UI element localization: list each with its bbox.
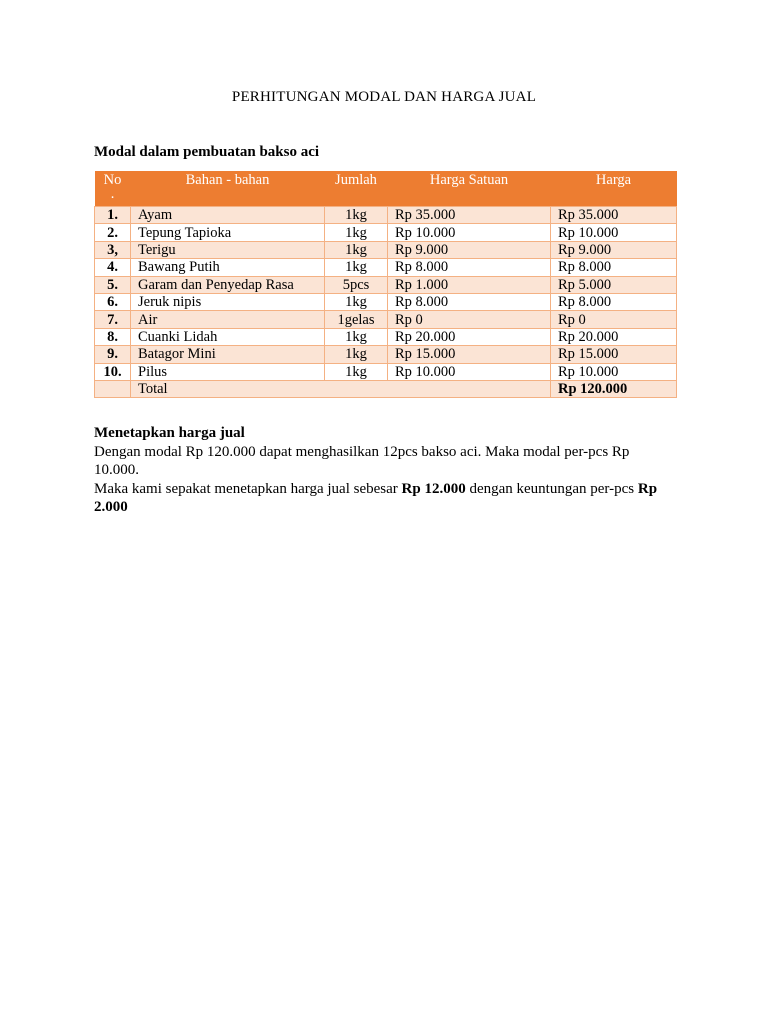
row-harga: Rp 8.000: [551, 259, 677, 276]
harga-jual-value: Rp 12.000: [401, 480, 466, 497]
table-row: [95, 207, 677, 224]
row-bahan: Tepung Tapioka: [131, 224, 325, 241]
table-row: [95, 224, 677, 241]
row-harga: Rp 10.000: [551, 224, 677, 241]
row-harga: Rp 8.000: [551, 293, 677, 310]
row-harga: Rp 0: [551, 311, 677, 328]
paragraph-modal-per-pcs: Dengan modal Rp 120.000 dapat menghasilkan 12pcs bakso aci. Maka modal per-pcs Rp 10.000.: [94, 443, 630, 478]
header-no-line2: .: [110, 186, 115, 202]
row-harga-satuan: Rp 8.000: [388, 259, 551, 276]
row-no: 6.: [95, 293, 131, 310]
table-row: [95, 276, 677, 293]
row-harga-satuan: Rp 0: [388, 311, 551, 328]
row-bahan: Cuanki Lidah: [131, 328, 325, 345]
row-jumlah: 1kg: [325, 259, 388, 276]
row-bahan: Pilus: [131, 363, 325, 380]
row-jumlah: 1kg: [325, 328, 388, 345]
table-header-row: [95, 171, 677, 207]
row-harga-satuan: Rp 9.000: [388, 241, 551, 258]
section-harga-jual: [94, 424, 674, 517]
table-row: [95, 293, 677, 310]
header-no: [95, 171, 131, 207]
paragraph-harga-jual: [94, 480, 674, 517]
row-bahan: Batagor Mini: [131, 346, 325, 363]
row-no: 1.: [95, 207, 131, 224]
section-heading-modal: Modal dalam pembuatan bakso aci: [94, 144, 320, 160]
row-jumlah: 5pcs: [325, 276, 388, 293]
row-bahan: Jeruk nipis: [131, 293, 325, 310]
section-heading-harga-jual: Menetapkan harga jual: [94, 425, 245, 441]
row-harga-satuan: Rp 10.000: [388, 224, 551, 241]
row-jumlah: 1kg: [325, 346, 388, 363]
table-row: [95, 363, 677, 380]
row-harga-satuan: Rp 1.000: [388, 276, 551, 293]
row-harga-satuan: Rp 20.000: [388, 328, 551, 345]
table-total-row: [95, 380, 677, 397]
row-harga: Rp 5.000: [551, 276, 677, 293]
row-bahan: Air: [131, 311, 325, 328]
header-harga-satuan: Harga Satuan: [388, 171, 551, 207]
header-harga: Harga: [551, 171, 677, 207]
row-jumlah: 1kg: [325, 293, 388, 310]
row-jumlah: 1kg: [325, 207, 388, 224]
modal-table: [94, 171, 677, 398]
row-harga: Rp 10.000: [551, 363, 677, 380]
row-bahan: Ayam: [131, 207, 325, 224]
table-row: [95, 241, 677, 258]
row-no: 8.: [95, 328, 131, 345]
header-bahan: Bahan - bahan: [131, 171, 325, 207]
row-jumlah: 1kg: [325, 224, 388, 241]
row-harga-satuan: Rp 35.000: [388, 207, 551, 224]
total-value: Rp 120.000: [551, 380, 677, 397]
row-bahan: Bawang Putih: [131, 259, 325, 276]
row-no: 5.: [95, 276, 131, 293]
row-harga-satuan: Rp 8.000: [388, 293, 551, 310]
row-no: 7.: [95, 311, 131, 328]
row-harga-satuan: Rp 15.000: [388, 346, 551, 363]
para2-text-before: Maka kami sepakat menetapkan harga jual sebesar: [94, 480, 402, 497]
row-no: 9.: [95, 346, 131, 363]
row-no: 10.: [95, 363, 131, 380]
table-row: [95, 346, 677, 363]
table-row: [95, 328, 677, 345]
row-jumlah: 1kg: [325, 241, 388, 258]
row-harga: Rp 15.000: [551, 346, 677, 363]
row-harga: Rp 9.000: [551, 241, 677, 258]
row-no: 2.: [95, 224, 131, 241]
row-jumlah: 1kg: [325, 363, 388, 380]
document-title: PERHITUNGAN MODAL DAN HARGA JUAL: [231, 89, 537, 105]
row-bahan: Terigu: [131, 241, 325, 258]
row-jumlah: 1gelas: [325, 311, 388, 328]
total-no-cell: [95, 380, 131, 397]
keuntungan-value: Rp 2.000: [94, 480, 658, 515]
row-no: 4.: [95, 259, 131, 276]
row-harga: Rp 20.000: [551, 328, 677, 345]
para2-text-middle: dengan keuntungan per-pcs: [465, 480, 638, 497]
header-jumlah: Jumlah: [325, 171, 388, 207]
row-no: 3,: [95, 241, 131, 258]
table-row: [95, 311, 677, 328]
row-harga-satuan: Rp 10.000: [388, 363, 551, 380]
row-bahan: Garam dan Penyedap Rasa: [131, 276, 325, 293]
header-no-line1: No: [103, 172, 122, 188]
table-row: [95, 259, 677, 276]
total-label: Total: [131, 380, 551, 397]
row-harga: Rp 35.000: [551, 207, 677, 224]
